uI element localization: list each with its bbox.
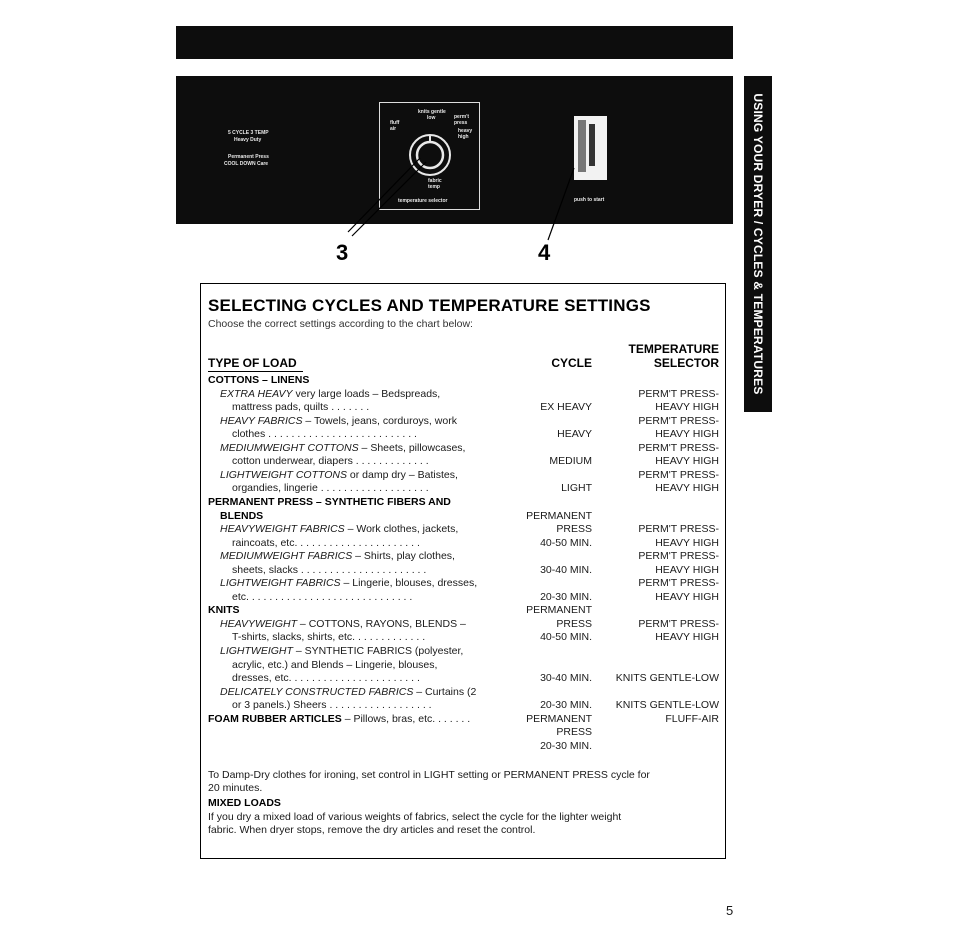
table-row [0,415,954,428]
load-weight-label: HEAVYWEIGHT [220,617,298,630]
side-tab-label: USING YOUR DRYER / CYCLES & TEMPERATURES [751,93,765,395]
load-weight-label: LIGHTWEIGHT COTTONS [220,468,347,481]
load-description: – Pillows, bras, etc. . . . . . . [341,712,471,725]
header-bar [176,26,733,59]
load-type: MEDIUMWEIGHT COTTONS – Sheets, pillowcases, [220,441,466,454]
temperature-value: HEAVY HIGH [655,428,719,441]
col-header-cycle: CYCLE [551,356,592,370]
load-type: HEAVYWEIGHT FABRICS – Work clothes, jackets, [220,523,459,536]
temperature-value: PERM'T PRESS- [638,468,719,481]
panel-label: 5 CYCLE 3 TEMP [228,130,269,136]
load-type: organdies, lingerie . . . . . . . . . . . . . . . . . . . [232,482,429,495]
temperature-value: PERM'T PRESS- [638,414,719,427]
table-row [0,496,954,509]
load-type: LIGHTWEIGHT COTTONS or damp dry – Batistes, [220,468,458,481]
cycle-value: MEDIUM [549,455,592,468]
cycle-value: HEAVY [557,428,592,441]
section-subtitle: Choose the correct settings according to the chart below: [208,318,473,330]
table-row [0,564,954,577]
table-row [0,645,954,658]
load-type: clothes . . . . . . . . . . . . . . . . . . . . . . . . . . [232,428,417,441]
load-type: DELICATELY CONSTRUCTED FABRICS – Curtains (2 [220,685,477,698]
cycle-value: 30-40 MIN. [540,563,592,576]
header-underline [208,371,303,372]
load-type: dresses, etc. . . . . . . . . . . . . . . . . . . . . . . [232,672,420,685]
table-row [0,672,954,685]
callout-4: 4 [538,240,551,265]
table-row [0,577,954,590]
panel-label: COOL DOWN Care [224,161,269,167]
load-weight-label: MEDIUMWEIGHT FABRICS [220,550,353,563]
temperature-value: PERM'T PRESS- [638,441,719,454]
dial-label: low [427,115,436,121]
load-weight-label: HEAVY FABRICS [220,414,303,427]
temperature-value: HEAVY HIGH [655,590,719,603]
load-type: or 3 panels.) Sheers . . . . . . . . . . . . . . . . . . [232,699,432,712]
temperature-value: HEAVY HIGH [655,631,719,644]
callout-lines [330,150,590,260]
callout-3: 3 [336,240,349,265]
table-row [0,428,954,441]
table-row [0,618,954,631]
load-type: mattress pads, quilts . . . . . . . [232,401,370,414]
temperature-value: HEAVY HIGH [655,482,719,495]
table-row [0,604,954,617]
load-category: FOAM RUBBER ARTICLES [208,712,342,725]
load-type: KNITS [208,604,240,617]
table-row [0,455,954,468]
dial-label: perm't press [454,114,470,126]
panel-label: Heavy Duty [234,137,262,143]
table-row [0,631,954,644]
table-row [0,713,954,726]
cycle-value: EX HEAVY [540,401,592,414]
cycle-value: 20-30 MIN. [540,699,592,712]
temperature-value: PERM'T PRESS- [638,550,719,563]
button-caption: push to start [574,197,605,203]
dial-label: fluff air [390,120,400,132]
load-type [208,713,470,726]
load-weight-label: HEAVYWEIGHT FABRICS [220,523,345,536]
cycle-value: 20-30 MIN. [540,739,592,752]
dial-label: fabric temp [428,178,442,190]
cycle-value: 40-50 MIN. [540,536,592,549]
temperature-value: HEAVY HIGH [655,401,719,414]
temperature-value: KNITS GENTLE-LOW [615,672,719,685]
table-row [0,659,954,672]
dial-caption: temperature selector [398,198,448,204]
load-type: LIGHTWEIGHT FABRICS – Lingerie, blouses, dresses, [220,577,478,590]
temperature-value: PERM'T PRESS- [638,577,719,590]
load-type: HEAVYWEIGHT – COTTONS, RAYONS, BLENDS – [220,617,466,630]
cycle-value: PERMANENT [526,509,592,522]
mixed-loads-note: fabric. When dryer stops, remove the dry articles and reset the control. [208,824,536,836]
page-number: 5 [726,903,734,918]
load-weight-label: MEDIUMWEIGHT COTTONS [220,441,359,454]
load-type: cotton underwear, diapers . . . . . . . . . . . . . [232,455,429,468]
table-row [0,374,954,387]
load-weight-label: LIGHTWEIGHT [220,645,293,657]
load-type: T-shirts, slacks, shirts, etc. . . . . . . . . . . . . [232,631,426,644]
mixed-loads-note: If you dry a mixed load of various weights of fabrics, select the cycle for the lighter weight [208,811,622,823]
load-type: raincoats, etc. . . . . . . . . . . . . . . . . . . . . . [232,536,420,549]
col-header-selector: SELECTOR [653,356,719,370]
col-header-type: TYPE OF LOAD [208,356,297,370]
table-row [0,482,954,495]
table-row [0,510,954,523]
load-type: EXTRA HEAVY very large loads – Bedspreads, [220,387,441,400]
dial-label: knits gentle [418,109,446,115]
load-type: etc. . . . . . . . . . . . . . . . . . . . . . . . . . . . . [232,590,413,603]
dial-label: heavy high [458,128,473,140]
load-weight-label: LIGHTWEIGHT FABRICS [220,577,341,590]
table-row [0,523,954,536]
table-row [0,388,954,401]
table-row [0,469,954,482]
cycle-value: PERMANENT [526,604,592,617]
temperature-value: KNITS GENTLE-LOW [615,699,719,712]
temperature-value: HEAVY HIGH [655,536,719,549]
cycle-value: 20-30 MIN. [540,590,592,603]
temperature-value: PERM'T PRESS- [638,387,719,400]
table-row [0,550,954,563]
damp-dry-note: 20 minutes. [208,782,263,794]
load-type: COTTONS – LINENS [208,374,310,386]
cycle-value: LIGHT [561,482,592,495]
table-row [0,686,954,699]
load-type: acrylic, etc.) and Blends – Lingerie, blouses, [232,658,438,671]
table-row [0,537,954,550]
section-side-tab [744,76,772,412]
cycle-value: PERMANENT [526,712,592,725]
cycle-value: PRESS [556,617,592,630]
damp-dry-note: To Damp-Dry clothes for ironing, set control in LIGHT setting or PERMANENT PRESS cycle for [208,769,650,781]
mixed-loads-title: MIXED LOADS [208,797,281,809]
load-weight-label: EXTRA HEAVY [220,387,293,400]
load-type: sheets, slacks . . . . . . . . . . . . . . . . . . . . . . [232,563,427,576]
table-row [0,699,954,712]
load-type: LIGHTWEIGHT – SYNTHETIC FABRICS (polyester, [220,645,464,657]
table-row [0,442,954,455]
table-row [0,591,954,604]
table-row [0,726,954,739]
temperature-value: HEAVY HIGH [655,455,719,468]
cycle-value: PRESS [556,523,592,536]
temperature-value: PERM'T PRESS- [638,523,719,536]
panel-label: Permanent Press [228,154,269,160]
temperature-value: PERM'T PRESS- [638,617,719,630]
temperature-value: FLUFF-AIR [665,712,719,725]
load-type: HEAVY FABRICS – Towels, jeans, corduroys, work [220,414,457,427]
load-type: PERMANENT PRESS – SYNTHETIC FIBERS AND [208,495,451,508]
table-row [0,401,954,414]
load-type: MEDIUMWEIGHT FABRICS – Shirts, play clothes, [220,550,455,563]
load-weight-label: DELICATELY CONSTRUCTED FABRICS [220,685,414,698]
load-type: BLENDS [220,509,264,522]
cycle-value: 30-40 MIN. [540,672,592,685]
section-title: SELECTING CYCLES AND TEMPERATURE SETTINGS [208,296,651,315]
temperature-value: HEAVY HIGH [655,563,719,576]
cycle-value: PRESS [556,726,592,739]
cycle-value: 40-50 MIN. [540,631,592,644]
table-row [0,740,954,753]
col-header-temperature: TEMPERATURE [628,342,719,356]
